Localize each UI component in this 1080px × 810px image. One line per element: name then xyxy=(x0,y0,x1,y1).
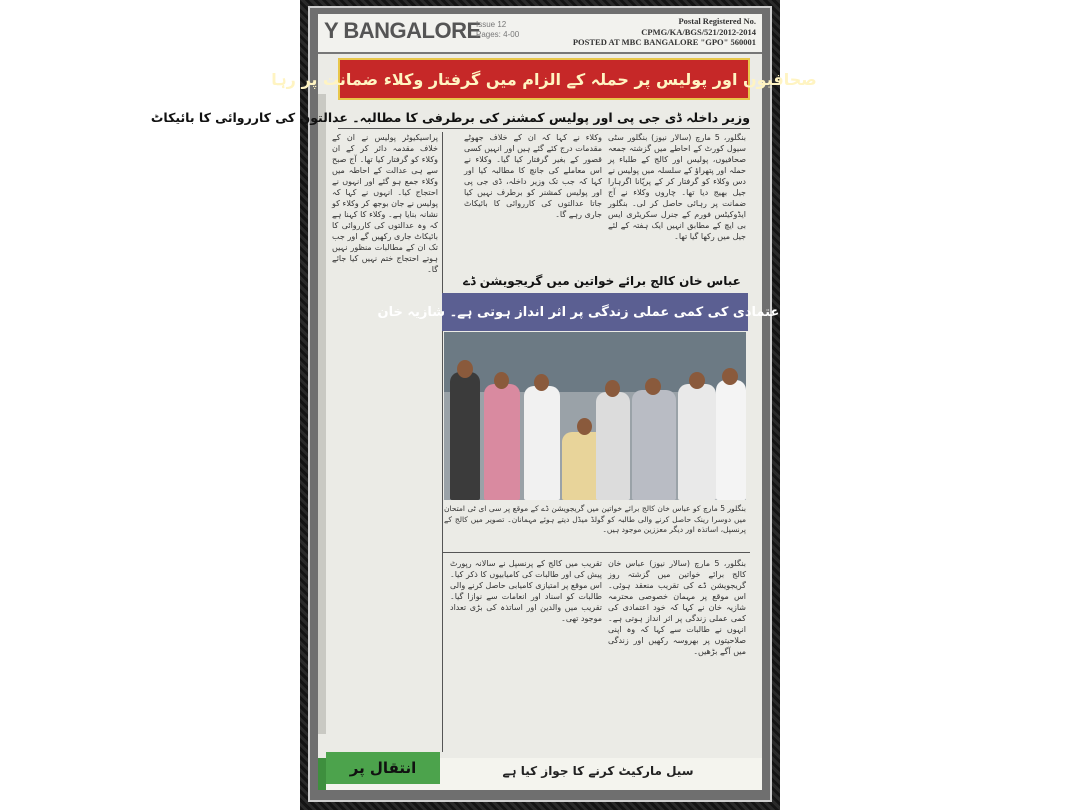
person-figure xyxy=(632,390,676,500)
registration-line-2: CPMG/KA/BGS/521/2012-2014 xyxy=(641,26,756,37)
lead-column-right xyxy=(608,132,746,270)
bottom-advert-text: سیل مارکیٹ کرنے کا جواز کیا ہے xyxy=(502,764,694,778)
lead-body-middle: وکلاء نے کہا کہ ان کے خلاف جھوٹے مقدمات درج کئے گئے ہیں اور انہیں کسی قصور کے بغیر گرفتار کیا گیا۔ وکلاء نے اس معاملے کی جانچ کا مطالبہ کیا اور کہا کہ جب تک وزیر داخلہ، ڈی جی پی اور پولیس کمشنر کو برطرف نہیں کیا جاتا عدالتوں کی کارروائی کا بائیکاٹ جاری رہے گا۔ xyxy=(464,133,602,219)
person-head xyxy=(689,372,705,389)
college-column-middle xyxy=(450,558,602,754)
person-figure xyxy=(484,384,520,500)
person-head xyxy=(645,378,661,395)
masthead xyxy=(318,14,762,54)
masthead-name: Y BANGALORE xyxy=(324,18,481,43)
registration-line-3: POSTED AT MBC BANGALORE "GPO" 560001 xyxy=(572,37,756,47)
person-figure xyxy=(678,384,716,500)
person-head xyxy=(577,418,592,435)
college-story-headline: عباس خان کالج برائے خواتین میں گریجویشن ڈے xyxy=(463,274,741,288)
person-figure xyxy=(716,380,746,500)
adjacent-column-edge xyxy=(318,94,326,734)
college-story-banner-text: خود اعتمادی کی کمی عملی زندگی پر اثر انداز ہوتی ہے۔ شازیہ خان xyxy=(377,304,813,320)
lead-body-left: پراسیکیوٹر پولیس نے ان کے خلاف مقدمہ دائر کر کے ان وکلاء کو گرفتار کیا تھا۔ آج صبح سے ہی عدالت کے احاطہ میں وکلاء جمع ہو گئے اور انہوں نے احتجاج کیا۔ انہوں نے کہا کہ پولیس نے جان بوجھ کر وکلاء کو نشانہ بنایا ہے۔ وکلاء کا کہنا ہے کہ وہ عدالتوں کی کارروائی کا بائیکاٹ جاری رکھیں گے اور جب تک ان کے مطالبات منظور نہیں ہوتے احتجاج ختم نہیں کیا جائے گا۔ xyxy=(332,133,438,274)
photo-caption: بنگلور 5 مارچ کو عباس خان کالج برائے خواتین میں گریجویشن ڈے کے موقع پر سی ای ٹی امتحان میں دوسرا رینک حاصل کرنے والی طالبہ کو گولڈ میڈل دیتے ہوئے مہمانان۔ تصویر میں کالج کے پرنسپل، اساتذہ اور دیگر معززین موجود ہیں۔ xyxy=(444,504,747,534)
person-head xyxy=(457,360,473,378)
newspaper-clipping xyxy=(150,14,817,790)
obituary-label: انتقال پر xyxy=(349,759,417,777)
lead-headline-banner xyxy=(271,58,817,100)
divider xyxy=(442,552,750,553)
person-head xyxy=(494,372,509,389)
person-figure xyxy=(450,372,480,500)
graduation-photo xyxy=(444,332,746,500)
masthead-meta xyxy=(476,20,519,40)
person-figure xyxy=(596,392,630,500)
person-head xyxy=(605,380,620,397)
masthead-pages: Pages: 4-00 xyxy=(476,30,520,39)
college-column-right xyxy=(608,558,746,754)
college-body-middle: تقریب میں کالج کے پرنسپل نے سالانہ رپورٹ پیش کی اور طالبات کی کامیابیوں کا ذکر کیا۔ اس موقع پر امتیازی کامیابی حاصل کرنے والی طالبات کو اسناد اور انعامات سے نوازا گیا۔ تقریب میں والدین اور اساتذہ کی بڑی تعداد موجود تھی۔ xyxy=(450,559,602,623)
obituary-label-box xyxy=(326,752,440,784)
college-story-banner xyxy=(377,293,813,331)
lead-body-right: بنگلور، 5 مارچ (سالار نیوز) بنگلور سٹی سیول کورٹ کے احاطے میں گزشتہ جمعہ صحافیوں، پولیس اور کالج کے طلباء پر حملہ اور پتھراؤ کے سلسلہ میں پولیس نے دس وکلاء کو گرفتار کر کے پرپّانا اگرہارا جیل بھیج دیا تھا۔ چاروں وکلاء نے آج ضمانت پر رہائی حاصل کر لی۔ بنگلور ایڈوکیٹس فورم کے جنرل سکریٹری ایس بی ایچ کے مطابق انہیں ایک ہفتہ کے لئے جیل میں رکھا گیا تھا۔ xyxy=(608,133,746,241)
college-body-right: بنگلور، 5 مارچ (سالار نیوز) عباس خان کالج برائے خواتین میں گزشتہ روز گریجویشن ڈے کی تقریب منعقد ہوئی۔ اس موقع پر مہمان خصوصی محترمہ شازیہ خان نے کہا کہ خود اعتمادی کی کمی عملی زندگی پر اثر انداز ہوتی ہے۔ انہوں نے طالبات سے کہا کہ وہ اپنی صلاحیتوں پر بھروسہ رکھیں اور زندگی میں آگے بڑھیں۔ xyxy=(608,559,747,656)
column-divider xyxy=(442,132,443,752)
person-head xyxy=(722,368,738,385)
postal-registration xyxy=(573,16,756,48)
divider xyxy=(338,128,750,129)
person-figure xyxy=(524,386,560,500)
person-head xyxy=(534,374,549,391)
masthead-issue: Issue 12 xyxy=(476,20,507,29)
lead-headline: صحافیوں اور پولیس پر حملہ کے الزام میں گرفتار وکلاء ضمانت پر رہا xyxy=(271,69,817,89)
lead-column-left xyxy=(332,132,438,752)
registration-line-1: Postal Registered No. xyxy=(678,16,756,26)
lead-column-middle xyxy=(464,132,602,270)
adjacent-column-edge xyxy=(318,758,326,790)
lead-subheadline: وزیر داخلہ ڈی جی پی اور پولیس کمشنر کی برطرفی کا مطالبہ۔ عدالتوں کی کارروائی کا بائیکاٹ xyxy=(150,110,750,125)
